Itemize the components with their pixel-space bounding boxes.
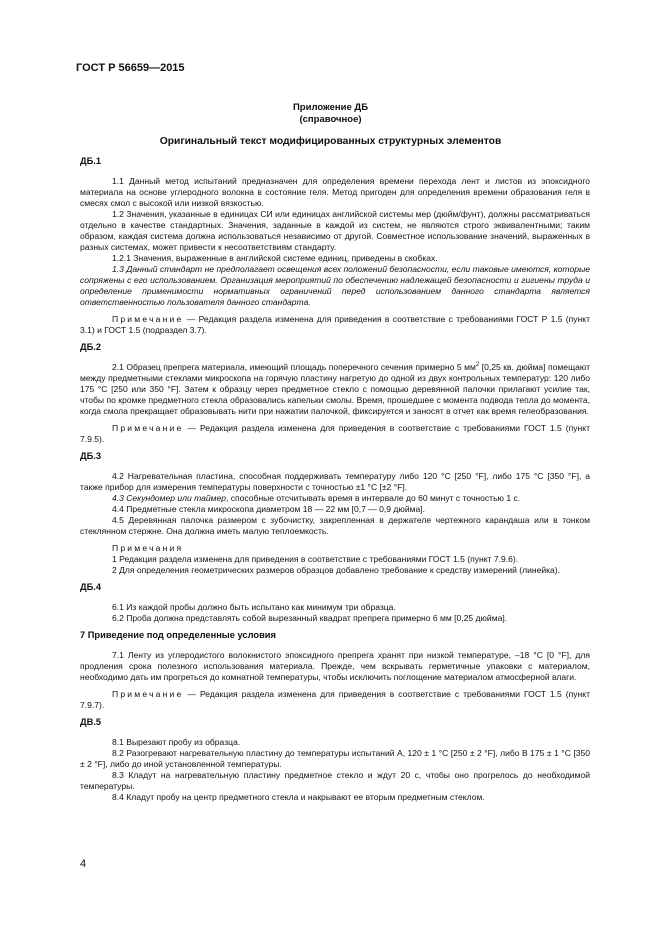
note-db2 (80, 423, 590, 445)
paragraph-4-3-rest: , способные отсчитывать время в интервале до 60 минут с точностью 1 с. (226, 493, 521, 503)
note-1-db3: 1 Редакция раздела изменена для приведения в соответствие с требованиями ГОСТ 1.5 (пункт 7.9.6). (112, 554, 519, 564)
paragraph-4-3-italic: 4.3 Секундомер или таймер (112, 493, 227, 503)
paragraph-2-1-end: [0,25 кв. дюйма] помещают между предметными стеклами микроскопа на горячую пластину нагретую до одной из двух контрольных температур: 120 либо 175 °С [250 или 350 °F]. Затем к образцу через предметное стекло с помощью деревянной палочки прилагают усилие так, чтобы по кромке предметного стекла образовались капельки смолы. Время, прошедшее с момента подвода тепла до момента, когда смола прекращает образовывать нити при нажатии палочкой, фиксируется и заносят в отчет как время гелеобразования. (80, 362, 590, 416)
notes-label: Примечания (112, 543, 184, 553)
paragraph-4-4: 4.4 Предметные стекла микроскопа диаметром 18 — 22 мм [0,7 — 0,9 дюйма]. (112, 504, 425, 514)
main-heading: Оригинальный текст модифицированных структурных элементов (159, 136, 502, 147)
paragraph-1-1: 1.1 Данный метод испытаний предназначен для определения времени перехода лент и листов из эпоксидного материала на основе углеродного волокна в состояние геля. Метод пригоден для определения времени образования геля в смесях смол с высокой или низкой вязкостью. (80, 176, 590, 208)
note-text: — Редакция раздела изменена для приведения в соответствие с требованиями ГОСТ Р 1.5 (пункт 3.1) и ГОСТ 1.5 (подраздел 3.7). (80, 314, 590, 335)
note-db1 (80, 314, 590, 336)
section-title-db1: ДБ.1 (80, 156, 102, 166)
superscript: 2 (475, 362, 480, 369)
paragraph-4-3 (80, 493, 590, 504)
section-title-db4: ДБ.4 (80, 582, 102, 592)
paragraph-7-1: 7.1 Ленту из углеродистого волокнистого эпоксидного препрега хранят при низкой температуре, –18 °С [0 °F], для продления срока полезного использования материала. Прежде, чем вскрывать герметичные упаковки с материалом, необходимо дать им прогреться до комнатной температуры, чтобы исключить поглощение материалом атмосферной влаги. (80, 650, 590, 682)
paragraph-6-1: 6.1 Из каждой пробы должно быть испытано как минимум три образца. (112, 602, 396, 612)
paragraph-2-1 (80, 362, 590, 417)
section-title-7: 7 Приведение под определенные условия (80, 630, 276, 640)
note-s7 (80, 689, 590, 711)
appendix-title: Приложение ДБ (292, 102, 369, 113)
page-number: 4 (80, 858, 87, 870)
note-2-db3: 2 Для определения геометрических размеров образцов добавлено требование к средству измерений (линейка). (112, 565, 561, 575)
section-title-db2: ДБ.2 (80, 342, 102, 352)
note-label: Примечание (112, 423, 184, 433)
paragraph-8-2: 8.2 Разогревают нагревательную пластину до температуры испытаний А, 120 ± 1 °С [250 ± 2 °F], либо В 175 ± 1 °С [350 ± 2 °F], либо до иной установленной температуры. (80, 748, 590, 769)
paragraph-6-2: 6.2 Проба должна представлять собой вырезанный квадрат препрега примерно 6 мм [0,25 дюйма]. (112, 613, 508, 623)
paragraph-1-3: 1.3 Данный стандарт не предполагает освещения всех положений безопасности, если таковые имеются, которые сопряжены с его использованием. Организация мероприятий по обеспечению надлежащей безопасности и гигиены труда и определение применимости нормативных ограничений перед использованием данного стандарта является ответственностью пользователя данного стандарта. (80, 264, 590, 307)
paragraph-4-5: 4.5 Деревянная палочка размером с зубочистку, закрепленная в держателе чертежного карандаша или в тонком стеклянном стержне. Она должна иметь малую теплоемкость. (80, 515, 590, 536)
paragraph-1-2-1: 1.2.1 Значения, выраженные в английской системе единиц, приведены в скобках. (112, 253, 438, 263)
paragraph-1-2: 1.2 Значения, указанные в единицах СИ или единицах английской системы мер (дюйм/фунт), должны рассматриваться отдельно в качестве стандартных. Значения, заданные в каждой из систем, не являются строго эквивалентными; таким образом, каждая система должна использоваться независимо от другой. Совместное использование значений, выраженных в разных системах, может привести к несоответствиям стандарту. (80, 209, 590, 252)
note-label: Примечание (112, 314, 184, 324)
note-text: — Редакция раздела изменена для приведения в соответствие с требованиями ГОСТ 1.5 (пункт 7.9.5). (80, 423, 590, 444)
document-body (80, 156, 590, 803)
paragraph-8-1: 8.1 Вырезают пробу из образца. (112, 737, 241, 747)
document-code: ГОСТ Р 56659—2015 (76, 62, 185, 74)
paragraph-2-1-start: 2.1 Образец препрега материала, имеющий площадь поперечного сечения примерно 5 мм (112, 362, 476, 372)
note-text: — Редакция раздела изменена для приведения в соответствие с требованиями ГОСТ 1.5 (пункт 7.9.7). (80, 689, 590, 710)
paragraph-4-2: 4.2 Нагревательная пластина, способная поддерживать температуру либо 120 °С [250 °F], либо 175 °С [350 °F], а также прибор для измерения температуры поверхности с точностью ±1 °С [±2 °F]. (80, 471, 590, 492)
section-title-db5: ДВ.5 (80, 717, 102, 727)
paragraph-8-3: 8.3 Кладут на нагревательную пластину предметное стекло и ждут 20 с, чтобы оно прогрелось до необходимой температуры. (80, 770, 590, 791)
note-label: Примечание (112, 689, 184, 699)
notes-label-db3 (80, 543, 590, 554)
appendix-subtitle: (справочное) (299, 114, 362, 125)
section-title-db3: ДБ.3 (80, 451, 102, 461)
paragraph-8-4: 8.4 Кладут пробу на центр предметного стекла и накрывают ее вторым предметным стеклом. (112, 792, 485, 802)
